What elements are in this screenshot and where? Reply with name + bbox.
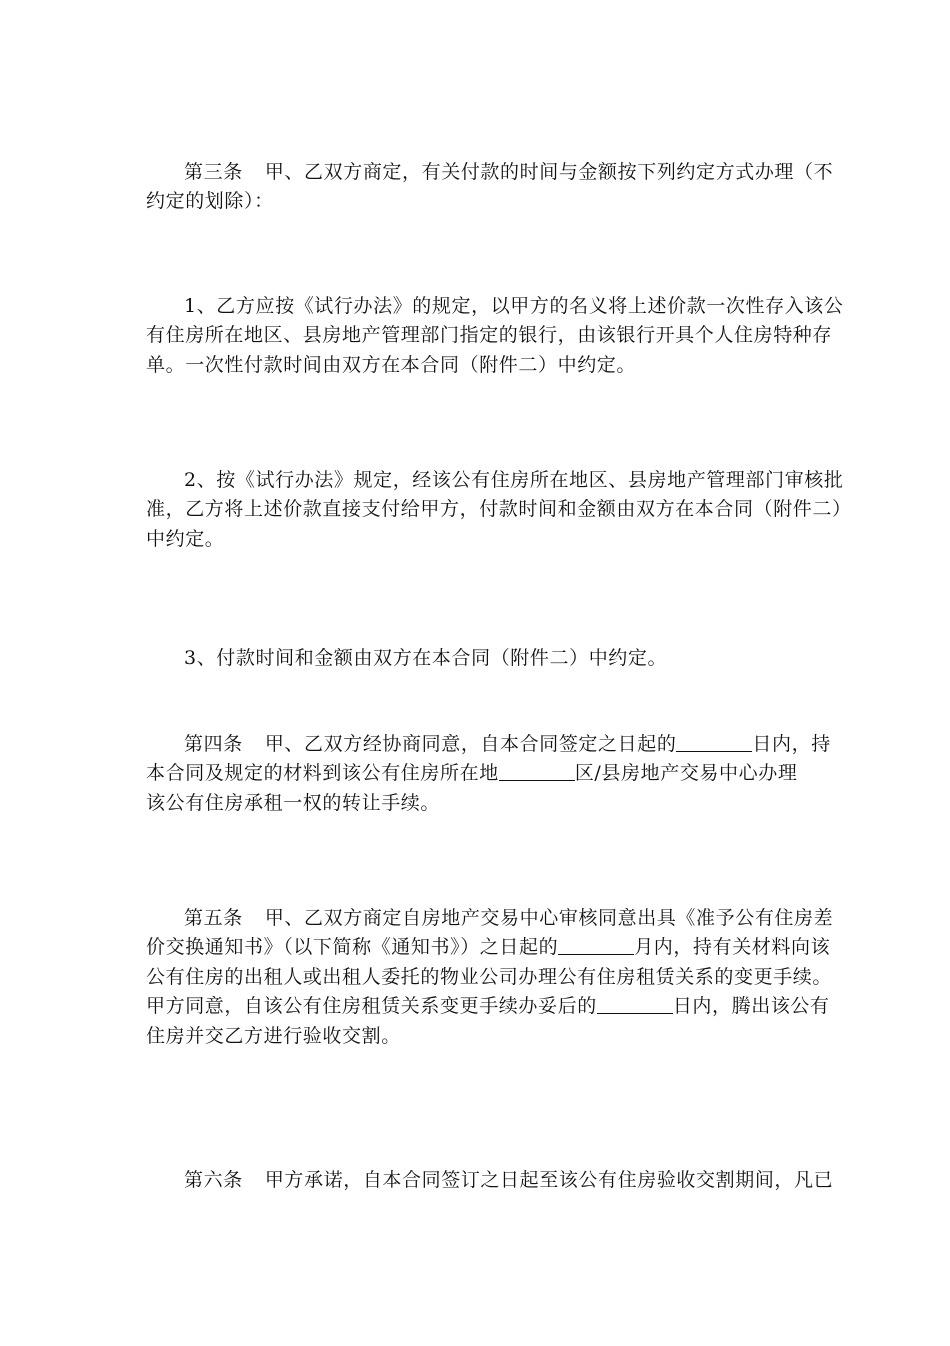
- article-4-label: 第四条: [184, 733, 243, 755]
- article-4-line-3: 该公有住房承租一权的转让手续。: [146, 791, 441, 814]
- article-6: 第六条 甲方承诺，自本合同签订之日起至该公有住房验收交割期间，凡已: [184, 1169, 834, 1191]
- clause-1-line-2: 有住房所在地区、县房地产管理部门指定的银行，由该银行开具个人住房特种存: [146, 324, 833, 347]
- article-5-line-5: 住房并交乙方进行验收交割。: [146, 1024, 401, 1047]
- article-6-label: 第六条: [184, 1169, 243, 1191]
- clause-1: [146, 292, 844, 380]
- clause-3: [146, 644, 814, 673]
- article-3-label: 第三条: [184, 161, 243, 183]
- blank-months: [558, 935, 634, 955]
- clause-1-line-1: 1、乙方应按《试行办法》的规定，以甲方的名义将上述价款一次性存入该公: [184, 295, 844, 317]
- blank-district: [499, 761, 575, 781]
- article-4: 第四条 甲、乙双方经协商同意，自本合同签定之日起的 日内，持 本合同及规定的材料到该公有住房所在地 区/县房地产交易中心办理 该公有住房承租一权的转让手续。: [146, 730, 814, 818]
- clause-2-line-2: 准，乙方将上述价款直接支付给甲方，付款时间和金额由双方在本合同（附件二）: [146, 498, 852, 521]
- clause-1-line-3: 单。一次性付款时间由双方在本合同（附件二）中约定。: [146, 353, 637, 376]
- clause-2: [146, 466, 852, 554]
- clause-3-line-1: 3、付款时间和金额由双方在本合同（附件二）中约定。: [184, 647, 668, 669]
- article-5-label: 第五条: [184, 907, 243, 929]
- blank-days-1: [676, 732, 752, 752]
- article-3-line-2: 约定的划除）：: [146, 190, 274, 213]
- article-3: [146, 158, 834, 217]
- article-3-line-1: 甲、乙双方商定，有关付款的时间与金额按下列约定方式办理（不: [264, 161, 834, 183]
- clause-2-line-3: 中约定。: [146, 527, 225, 550]
- article-5-line-3: 公有住房的出租人或出租人委托的物业公司办理公有住房租赁关系的变更手续。: [146, 965, 833, 988]
- clause-2-line-1: 2、按《试行办法》规定，经该公有住房所在地区、县房地产管理部门审核批: [184, 469, 844, 491]
- blank-days-2: [597, 994, 673, 1014]
- article-5: 第五条 甲、乙双方商定自房地产交易中心审核同意出具《准予公有住房差 价交换通知书》（以下简称《通知书》）之日起的 月内，持有关材料向该 公有住房的出租人或出租人委托的物业公司办理公有住房租赁关系的变更手续。 甲方同意，自该公有住房租赁关系变更手续办妥后的 日内，腾出该公有 住房并交乙方进行验收交割。: [146, 904, 814, 1051]
